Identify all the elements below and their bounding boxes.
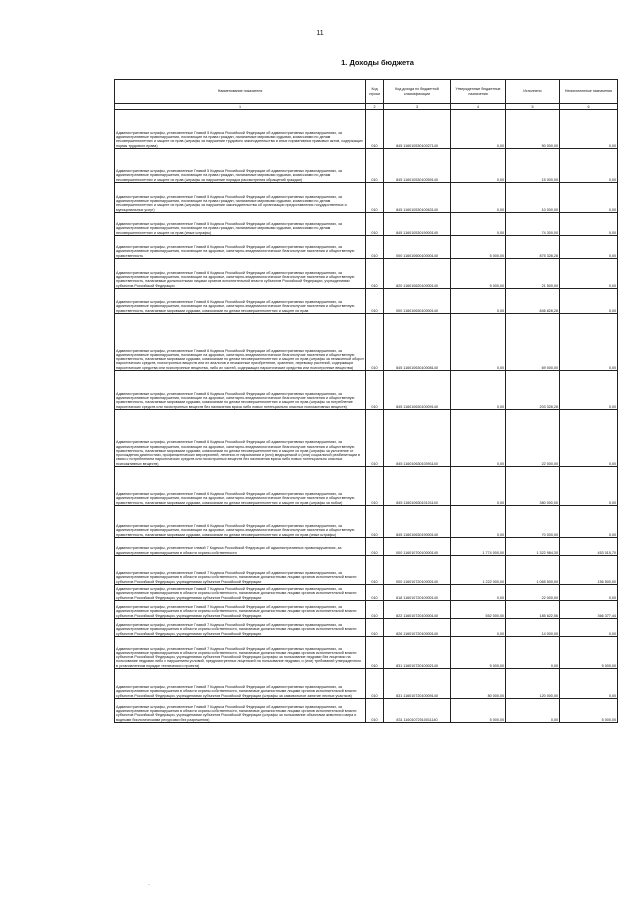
row-executed: 203 328,28 [506, 371, 560, 410]
row-kbk: 818 11601072010000140 [384, 585, 451, 601]
column-number: 2 [366, 104, 384, 110]
row-code: 010 [366, 506, 384, 538]
header-code: Код строки [366, 80, 384, 104]
row-name: Административные штрафы, установленные Главой 6 Кодекса Российской Федерации об административных правонарушениях, за административные правонарушения, посягающие на здоровье, санитарно-эпидемиологическое благополучие населения и общественную нравственность, налагаемые мировыми судьями, комиссиями по делам несовершеннолетних и защите их прав [115, 289, 366, 314]
row-code: 010 [366, 669, 384, 699]
row-executed: 1 065 500,00 [506, 556, 560, 585]
row-unexecuted: 453 015,70 [560, 538, 618, 556]
row-executed: 22 000,00 [506, 585, 560, 601]
row-code: 010 [366, 601, 384, 619]
row-code: 010 [366, 213, 384, 236]
row-plan: 5 000,00 [451, 699, 506, 723]
row-plan: 0,00 [451, 585, 506, 601]
row-unexecuted: 0,00 [560, 183, 618, 213]
table-header-row [115, 80, 618, 104]
header-name: Наименование показателя [115, 80, 366, 104]
table-row [115, 669, 618, 699]
row-unexecuted: 0,00 [560, 371, 618, 410]
row-code: 010 [366, 259, 384, 289]
table-row [115, 699, 618, 723]
column-number: 6 [560, 104, 618, 110]
row-executed: 14 000,00 [506, 619, 560, 637]
row-kbk: 000 11601060010000140 [384, 236, 451, 259]
row-code: 010 [366, 236, 384, 259]
table-row [115, 259, 618, 289]
row-name: Административные штрафы, установленные Главой 6 Кодекса Российской Федерации об административных правонарушениях, за административные правонарушения, посягающие на здоровье, санитарно-эпидемиологическое благополучие населения и общественную нравственность, налагаемые должностными лицами органов исполнительной власти субъектов Российской Федерации, учреждениями субъектов Российской Федерации [115, 259, 366, 289]
row-kbk: 845 11601063019000140 [384, 506, 451, 538]
row-name: Административные штрафы, установленные Главой 5 Кодекса Российской Федерации об административных правонарушениях, за административные правонарушения, посягающие на права граждан, налагаемые мировыми судьями, комиссиями по делам несовершеннолетних и защите их прав (иные штрафы) [115, 213, 366, 236]
header-kbk: Код дохода по бюджетной классификации [384, 80, 451, 104]
row-code: 010 [366, 183, 384, 213]
table-row [115, 110, 618, 149]
row-kbk: 845 11601063010008140 [384, 314, 451, 371]
row-unexecuted: 366 377,44 [560, 601, 618, 619]
row-plan: 5 000,00 [451, 236, 506, 259]
table-row [115, 637, 618, 669]
table-row [115, 371, 618, 410]
row-code: 010 [366, 371, 384, 410]
row-unexecuted: 0,00 [560, 259, 618, 289]
row-plan: 80 000,00 [451, 669, 506, 699]
row-name: Административные штрафы, установленные Главой 6 Кодекса Российской Федерации об административных правонарушениях, за административные правонарушения, посягающие на здоровье, санитарно-эпидемиологическое благополучие населения и общественную нравственность, налагаемые мировыми судьями, комиссиями по делам несовершеннолетних и защите их прав (иные штрафы) [115, 506, 366, 538]
row-kbk: 845 11601053010027140 [384, 110, 451, 149]
row-kbk: 822 11601072010000140 [384, 601, 451, 619]
row-unexecuted: 0,00 [560, 467, 618, 506]
row-unexecuted: 0,00 [560, 314, 618, 371]
row-executed: 74 300,00 [506, 213, 560, 236]
row-code: 010 [366, 149, 384, 183]
budget-income-table [114, 79, 618, 723]
row-unexecuted: 0,00 [560, 506, 618, 538]
row-name: Административные штрафы, установленные Главой 6 Кодекса Российской Федерации об административных правонарушениях, за административные правонарушения, посягающие на здоровье, санитарно-эпидемиологическое благополучие населения и общественную нравственность [115, 236, 366, 259]
row-name: Административные штрафы, установленные Главой 5 Кодекса Российской Федерации об административных правонарушениях, за административные правонарушения, посягающие на права граждан, налагаемые мировыми судьями, комиссиями по делам несовершеннолетних и защите их прав (штрафы за нарушение законодательства об организации предоставления государственных и муниципальных услуг) [115, 183, 366, 213]
row-name: Административные штрафы, установленные Главой 5 Кодекса Российской Федерации об административных правонарушениях, за административные правонарушения, посягающие на права граждан, налагаемые мировыми судьями, комиссиями по делам несовершеннолетних и защите их прав (штрафы за нарушение порядка рассмотрения обращений граждан) [115, 149, 366, 183]
row-kbk: 845 11601063010009140 [384, 371, 451, 410]
row-unexecuted: 5 000,00 [560, 637, 618, 669]
row-executed: 120 000,00 [506, 669, 560, 699]
table-row [115, 314, 618, 371]
row-plan: 0,00 [451, 314, 506, 371]
row-unexecuted: 5 000,00 [560, 699, 618, 723]
row-name: Административные штрафы, установленные Главой 7 Кодекса Российской Федерации об административных правонарушениях, за административные правонарушения в области охраны собственности, налагаемые должностными лицами органов исполнительной власти субъектов Российской Федерации, учреждениями субъектов Российской Федерации (штрафы за пользование объектами животного мира и водными биологическими ресурсами без разрешения) [115, 699, 366, 723]
row-unexecuted: 0,00 [560, 289, 618, 314]
table-row [115, 289, 618, 314]
table-row [115, 236, 618, 259]
row-unexecuted: 0,00 [560, 669, 618, 699]
row-plan: 0,00 [451, 289, 506, 314]
row-code: 010 [366, 538, 384, 556]
row-kbk: 845 11601063010101140 [384, 467, 451, 506]
row-kbk: 000 11601070010000140 [384, 538, 451, 556]
row-code: 010 [366, 699, 384, 723]
row-name: Административные штрафы, установленные Главой 7 Кодекса Российской Федерации об административных правонарушениях, за административные правонарушения в области охраны собственности, налагаемые должностными лицами органов исполнительной власти субъектов Российской Федерации, учреждениями субъектов Российской Федерации [115, 601, 366, 619]
row-kbk: 831 11601072010011140 [384, 699, 451, 723]
row-code: 010 [366, 467, 384, 506]
row-name: Административные штрафы, установленные Главой 7 Кодекса Российской Федерации об административных правонарушениях, за административные правонарушения в области охраны собственности, налагаемые должностными лицами органов исполнительной власти субъектов Российской Федерации, учреждениями субъектов Российской Федерации (штрафы за пользование недрами без лицензии на пользование недрами либо с нарушением условий, предусмотренных лицензией на пользование недрами, и (или) требований утвержденного в установленном порядке технического проекта) [115, 637, 366, 669]
row-name: Административные штрафы, установленные Главой 6 Кодекса Российской Федерации об административных правонарушениях, за административные правонарушения, посягающие на здоровье, санитарно-эпидемиологическое благополучие населения и общественную нравственность, налагаемые мировыми судьями, комиссиями по делам несовершеннолетних и защите их прав (штрафы за незаконный оборот наркотических средств, психотропных веществ или их аналогов и незаконные приобретение, хранение, перевозку растений, содержащих наркотические средства или психотропные вещества, либо их частей, содержащих наркотические средства или психотропные вещества) [115, 314, 366, 371]
row-code: 010 [366, 619, 384, 637]
row-executed: 0,00 [506, 637, 560, 669]
row-name: Административные штрафы, установленные Главой 6 Кодекса Российской Федерации об административных правонарушениях, за административные правонарушения, посягающие на здоровье, санитарно-эпидемиологическое благополучие населения и общественную нравственность, налагаемые мировыми судьями, комиссиями по делам несовершеннолетних и защите их прав (штрафы за побои) [115, 467, 366, 506]
row-executed: 70 000,00 [506, 506, 560, 538]
row-code: 010 [366, 289, 384, 314]
row-name: Административные штрафы, установленные Главой 7 Кодекса Российской Федерации об административных правонарушениях, за административные правонарушения в области охраны собственности, налагаемые должностными лицами органов исполнительной власти субъектов Российской Федерации, учреждениями субъектов Российской Федерации [115, 556, 366, 585]
row-kbk: 000 11601072010000140 [384, 556, 451, 585]
row-executed: 1 322 984,30 [506, 538, 560, 556]
row-code: 010 [366, 585, 384, 601]
row-executed: 69 000,00 [506, 314, 560, 371]
scan-mark: · [148, 882, 150, 888]
row-plan: 552 000,00 [451, 601, 506, 619]
row-executed: 875 328,28 [506, 236, 560, 259]
row-executed: 0,00 [506, 699, 560, 723]
row-kbk: 845 11601053010059140 [384, 149, 451, 183]
row-executed: 15 000,00 [506, 149, 560, 183]
row-executed: 380 000,00 [506, 467, 560, 506]
row-plan: 5 000,00 [451, 637, 506, 669]
row-plan: 1 774 000,00 [451, 538, 506, 556]
row-plan: 5 000,00 [451, 259, 506, 289]
row-kbk: 831 11601072010002140 [384, 637, 451, 669]
row-plan: 1 222 000,00 [451, 556, 506, 585]
row-code: 010 [366, 637, 384, 669]
table-row [115, 183, 618, 213]
row-name: Административные штрафы, установленные Главой 7 Кодекса Российской Федерации об административных правонарушениях, за административные правонарушения в области охраны собственности, налагаемые должностными лицами органов исполнительной власти субъектов Российской Федерации, учреждениями субъектов Российской Федерации [115, 619, 366, 637]
row-plan: 0,00 [451, 506, 506, 538]
row-kbk: 831 11601072010009140 [384, 669, 451, 699]
header-plan: Утвержденные бюджетные назначения [451, 80, 506, 104]
table-row [115, 410, 618, 467]
row-code: 010 [366, 556, 384, 585]
row-kbk: 826 11601072010000140 [384, 619, 451, 637]
row-name: Административные штрафы, установленные главой 7 Кодекса Российской Федерации об административных правонарушениях, за административные правонарушения в области охраны собственности [115, 538, 366, 556]
row-unexecuted: 156 500,00 [560, 556, 618, 585]
row-kbk: 845 11601053019000140 [384, 213, 451, 236]
row-executed: 21 500,00 [506, 259, 560, 289]
column-number: 5 [506, 104, 560, 110]
row-code: 010 [366, 410, 384, 467]
column-number: 4 [451, 104, 506, 110]
row-kbk: 845 11601063010091140 [384, 410, 451, 467]
row-kbk: 820 11601062010000140 [384, 259, 451, 289]
table-row [115, 467, 618, 506]
row-plan: 0,00 [451, 183, 506, 213]
column-number: 3 [384, 104, 451, 110]
row-unexecuted: 0,00 [560, 110, 618, 149]
table-row [115, 619, 618, 637]
row-unexecuted: 0,00 [560, 410, 618, 467]
row-plan: 0,00 [451, 110, 506, 149]
row-unexecuted: 0,00 [560, 236, 618, 259]
row-unexecuted: 0,00 [560, 585, 618, 601]
row-name: Административные штрафы, установленные Главой 7 Кодекса Российской Федерации об административных правонарушениях, за административные правонарушения в области охраны собственности, налагаемые должностными лицами органов исполнительной власти субъектов Российской Федерации, учреждениями субъектов Российской Федерации [115, 585, 366, 601]
table-body [115, 110, 618, 723]
row-executed: 50 000,00 [506, 110, 560, 149]
row-plan: 0,00 [451, 619, 506, 637]
table-row [115, 538, 618, 556]
section-title: 1. Доходы бюджета [341, 58, 414, 67]
row-unexecuted: 0,00 [560, 213, 618, 236]
row-kbk: 845 11601053010063140 [384, 183, 451, 213]
row-plan: 0,00 [451, 213, 506, 236]
row-executed: 846 828,28 [506, 289, 560, 314]
row-executed: 22 000,00 [506, 410, 560, 467]
row-unexecuted: 0,00 [560, 149, 618, 183]
row-name: Административные штрафы, установленные Главой 6 Кодекса Российской Федерации об административных правонарушениях, за административные правонарушения, посягающие на здоровье, санитарно-эпидемиологическое благополучие населения и общественную нравственность, налагаемые мировыми судьями, комиссиями по делам несовершеннолетних и защите их прав (штрафы за потребление наркотических средств или психотропных веществ без назначения врача либо новых потенциально опасных психоактивных веществ) [115, 371, 366, 410]
table-row [115, 149, 618, 183]
row-code: 010 [366, 314, 384, 371]
table-row [115, 506, 618, 538]
page-number: 11 [316, 30, 324, 37]
row-name: Административные штрафы, установленные Главой 5 Кодекса Российской Федерации об административных правонарушениях, за административные правонарушения, посягающие на права граждан, налагаемые мировыми судьями, комиссиями по делам несовершеннолетних и защите их прав (штрафы за нарушение трудового законодательства и иных нормативных правовых актов, содержащих нормы трудового права) [115, 110, 366, 149]
table-row [115, 585, 618, 601]
row-unexecuted: 0,00 [560, 619, 618, 637]
row-name: Административные штрафы, установленные Главой 6 Кодекса Российской Федерации об административных правонарушениях, за административные правонарушения, посягающие на здоровье, санитарно-эпидемиологическое благополучие населения и общественную нравственность, налагаемые мировыми судьями, комиссиями по делам несовершеннолетних и защите их прав (штрафы за уклонение от прохождения диагностики, профилактических мероприятий, лечения от наркомании и (или) медицинской и (или) социальной реабилитации в связи с потреблением наркотических средств или психотропных веществ без назначения врача либо новых потенциально опасных психоактивных веществ) [115, 410, 366, 467]
row-plan: 0,00 [451, 149, 506, 183]
row-plan: 0,00 [451, 410, 506, 467]
row-kbk: 000 11601063010000140 [384, 289, 451, 314]
table-row [115, 556, 618, 585]
column-number: 1 [115, 104, 366, 110]
row-code: 010 [366, 110, 384, 149]
row-plan: 0,00 [451, 371, 506, 410]
row-executed: 10 000,00 [506, 183, 560, 213]
row-executed: 185 622,56 [506, 601, 560, 619]
row-name: Административные штрафы, установленные Главой 7 Кодекса Российской Федерации об административных правонарушениях, за административные правонарушения в области охраны собственности, налагаемые должностными лицами органов исполнительной власти субъектов Российской Федерации, учреждениями субъектов Российской Федерации (штрафы за самовольное занятие лесных участков) [115, 669, 366, 699]
header-unexecuted: Неисполненные назначения [560, 80, 618, 104]
table-row [115, 213, 618, 236]
header-executed: Исполнено [506, 80, 560, 104]
row-plan: 0,00 [451, 467, 506, 506]
table-row [115, 601, 618, 619]
